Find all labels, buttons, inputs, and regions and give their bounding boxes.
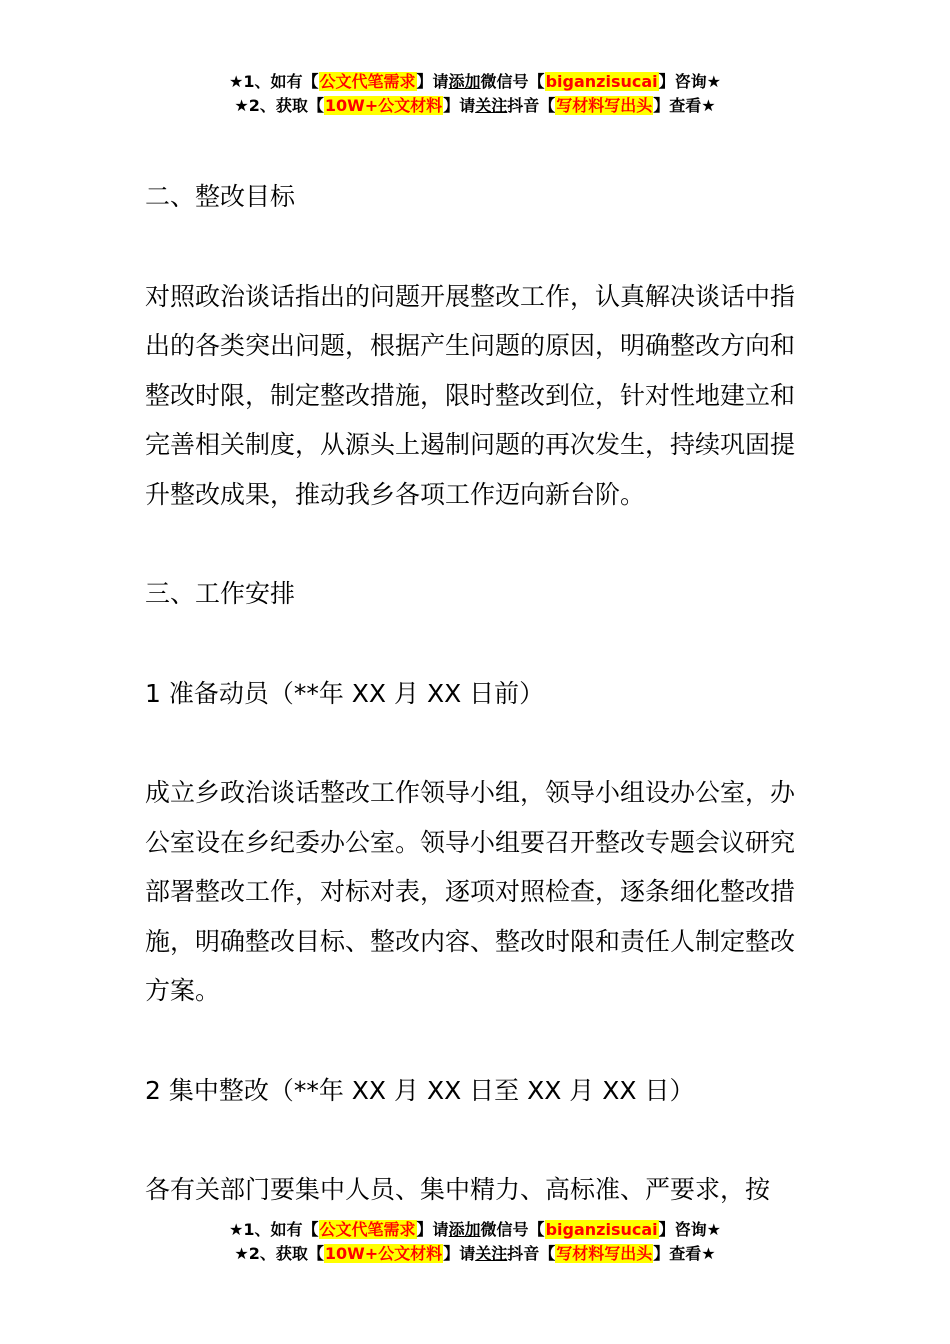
banner-highlight: 10W+公文材料 bbox=[324, 1244, 443, 1263]
banner-text: 】查看★ bbox=[653, 1244, 716, 1263]
banner-highlight: 10W+公文材料 bbox=[324, 96, 443, 115]
step-heading-preparation: 1 准备动员（**年 XX 月 XX 日前） bbox=[145, 678, 545, 708]
banner-text: 微信号【 bbox=[480, 1220, 545, 1239]
banner-text: 】咨询★ bbox=[658, 72, 721, 91]
banner-text: ★1、如有【 bbox=[229, 72, 319, 91]
banner-text: 微信号【 bbox=[480, 72, 545, 91]
paragraph-goals: 对照政治谈话指出的问题开展整改工作，认真解决谈话中指出的各类突出问题，根据产生问题的原因，明确整改方向和整改时限，制定整改措施，限时整改到位，针对性地建立和完善相关制度，从源头上遏制问题的再次发生，持续巩固提升整改成果，推动我乡各项工作迈向新台阶。 bbox=[145, 281, 796, 509]
banner-line-2 bbox=[0, 1242, 950, 1266]
banner-line-1 bbox=[0, 70, 950, 94]
banner-text: ★2、获取【 bbox=[234, 96, 324, 115]
banner-text: ★2、获取【 bbox=[234, 1244, 324, 1263]
banner-emphasis: 关注 bbox=[475, 1244, 508, 1263]
step-heading-rectification: 2 集中整改（**年 XX 月 XX 日至 XX 月 XX 日） bbox=[145, 1075, 695, 1105]
banner-text: 】查看★ bbox=[653, 96, 716, 115]
banner-highlight: biganzisucai bbox=[545, 72, 658, 91]
paragraph-rectification: 各有关部门要集中人员、集中精力、高标准、严要求，按 bbox=[145, 1175, 771, 1204]
banner-emphasis: 关注 bbox=[475, 96, 508, 115]
banner-text: 抖音【 bbox=[507, 1244, 556, 1263]
section-heading-arrangement: 三、工作安排 bbox=[145, 579, 296, 608]
banner-highlight: 写材料写出头 bbox=[556, 1244, 653, 1263]
banner-emphasis: 添加 bbox=[448, 72, 481, 91]
bottom-banner bbox=[0, 1218, 950, 1266]
banner-emphasis: 添加 bbox=[448, 1220, 481, 1239]
banner-line-2 bbox=[0, 94, 950, 118]
banner-highlight: biganzisucai bbox=[545, 1220, 658, 1239]
paragraph-preparation: 成立乡政治谈话整改工作领导小组，领导小组设办公室，办公室设在乡纪委办公室。领导小组要召开整改专题会议研究部署整改工作，对标对表，逐项对照检查，逐条细化整改措施，明确整改目标、整改内容、整改时限和责任人制定整改方案。 bbox=[145, 778, 796, 1005]
banner-highlight: 写材料写出头 bbox=[556, 96, 653, 115]
banner-highlight: 公文代笔需求 bbox=[319, 1220, 416, 1239]
banner-text: 】请 bbox=[416, 72, 449, 91]
banner-text: 抖音【 bbox=[507, 96, 556, 115]
banner-text: 】请 bbox=[443, 1244, 476, 1263]
banner-text: 】请 bbox=[416, 1220, 449, 1239]
banner-text: 】咨询★ bbox=[658, 1220, 721, 1239]
banner-highlight: 公文代笔需求 bbox=[319, 72, 416, 91]
banner-line-1 bbox=[0, 1218, 950, 1242]
banner-text: ★1、如有【 bbox=[229, 1220, 319, 1239]
top-banner bbox=[0, 70, 950, 118]
section-heading-goals: 二、整改目标 bbox=[145, 182, 296, 211]
banner-text: 】请 bbox=[443, 96, 476, 115]
document-body bbox=[145, 172, 810, 1265]
